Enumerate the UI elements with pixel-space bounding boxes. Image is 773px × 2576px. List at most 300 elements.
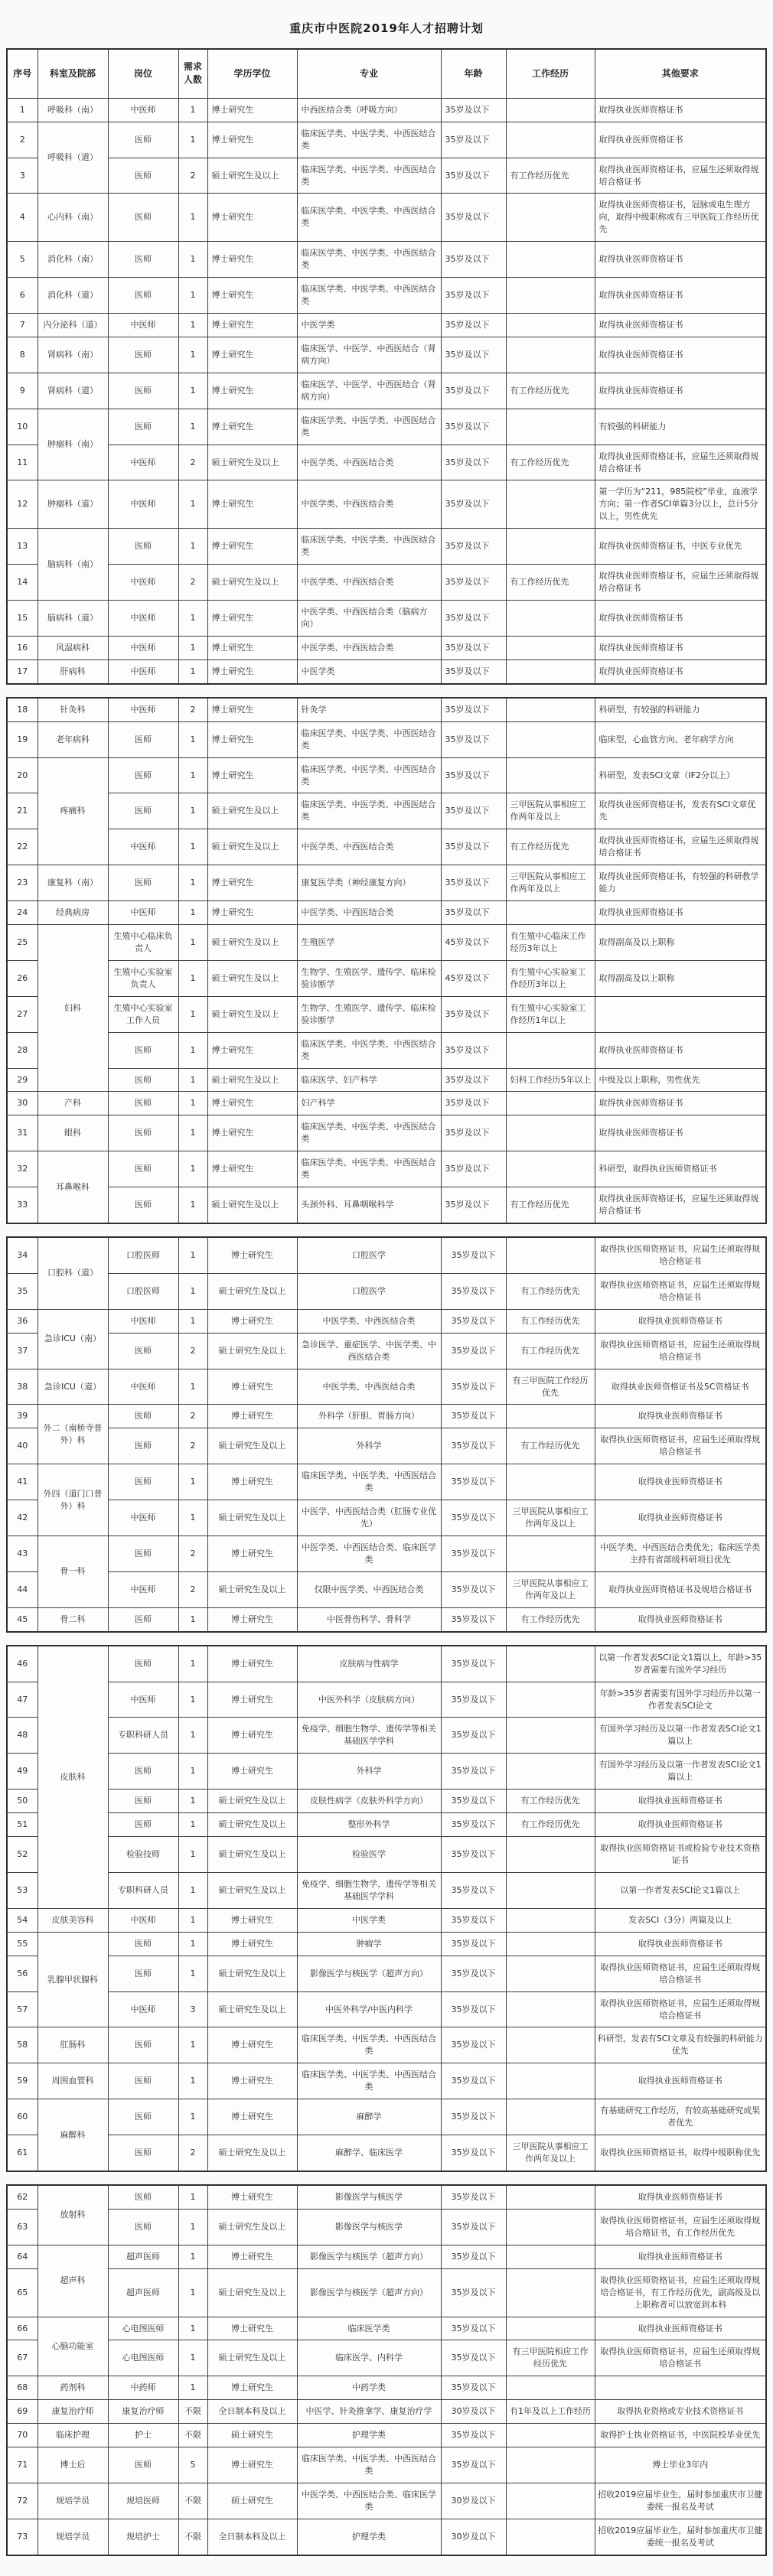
major-cell: 中医学类、中西医结合类（脑病方向）	[297, 601, 441, 637]
education-cell: 博士研究生	[207, 1151, 297, 1187]
major-cell: 临床医学、中医学、中西医结合（肾病方向）	[297, 337, 441, 373]
department-cell: 外二（南桥寺普外）科	[38, 1405, 108, 1464]
major-cell: 整形外科学	[297, 1813, 441, 1837]
age-cell: 35岁及以下	[441, 2245, 506, 2268]
major-cell: 中医学类	[297, 1908, 441, 1932]
position-cell: 心电图医师	[108, 2317, 178, 2340]
position-cell: 医师	[108, 2209, 178, 2245]
age-cell: 45岁及以下	[441, 925, 506, 961]
education-cell: 硕士研究生及以上	[207, 1333, 297, 1369]
education-cell: 博士研究生	[207, 659, 297, 683]
row-number-cell: 12	[7, 480, 38, 529]
other-cell: 取得执业医师资格证书	[595, 1405, 766, 1428]
age-cell: 35岁及以下	[441, 1237, 506, 1273]
table-row	[7, 337, 766, 373]
row-number-cell: 35	[7, 1273, 38, 1309]
position-cell: 中医师	[108, 601, 178, 637]
table-row	[7, 194, 766, 242]
education-cell: 硕士研究生及以上	[207, 2340, 297, 2376]
column-header: 岗位	[108, 49, 178, 98]
count-cell: 1	[178, 901, 207, 925]
position-cell: 医师	[108, 1405, 178, 1428]
experience-cell	[506, 2209, 595, 2245]
experience-cell	[506, 1991, 595, 2027]
department-cell: 周围血管科	[38, 2063, 108, 2099]
department-cell: 消化科（道）	[38, 278, 108, 314]
other-cell: 取得执业医师资格证书	[595, 2185, 766, 2209]
major-cell: 临床医学类、中医学类、中西医结合类	[297, 721, 441, 757]
major-cell: 中医外科学/中医内科学	[297, 1991, 441, 2027]
experience-cell: 有工作经历优先	[506, 1790, 595, 1813]
table-row	[7, 2519, 766, 2555]
position-cell: 医师	[108, 278, 178, 314]
major-cell: 外科学	[297, 1428, 441, 1464]
age-cell: 35岁及以下	[441, 1068, 506, 1092]
experience-cell: 有工作经历优先	[506, 373, 595, 409]
experience-cell: 有工作经历优先	[506, 445, 595, 480]
recruitment-table	[6, 48, 767, 2556]
major-cell: 临床医学类、中医学类、中西医结合类	[297, 793, 441, 829]
major-cell: 康复医学类（神经康复方向）	[297, 865, 441, 901]
education-cell: 博士研究生	[207, 2376, 297, 2400]
education-cell: 全日制本科及以上	[207, 2400, 297, 2424]
table-row	[7, 1115, 766, 1151]
major-cell: 临床医学类	[297, 2317, 441, 2340]
experience-cell	[506, 122, 595, 158]
row-number-cell: 1	[7, 98, 38, 122]
position-cell: 规培医师	[108, 2483, 178, 2519]
row-number-cell: 31	[7, 1115, 38, 1151]
department-cell: 博士后	[38, 2447, 108, 2483]
count-cell: 1	[178, 98, 207, 122]
table-row	[7, 278, 766, 314]
count-cell: 1	[178, 2340, 207, 2376]
major-cell: 临床医学类、中医学类、中西医结合类	[297, 122, 441, 158]
major-cell: 临床医学类、中医学类、中西医结合类	[297, 278, 441, 314]
education-cell: 硕士研究生及以上	[207, 1991, 297, 2027]
position-cell: 护士	[108, 2424, 178, 2447]
major-cell: 皮肤性病学（皮肤外科学方向）	[297, 1790, 441, 1813]
education-cell: 博士研究生	[207, 1646, 297, 1682]
other-cell: 取得执业医师资格证书及5C资格证书	[595, 1369, 766, 1405]
education-cell: 硕士研究生及以上	[207, 1790, 297, 1813]
experience-cell: 有1年及以上工作经历	[506, 2400, 595, 2424]
row-number-cell: 24	[7, 901, 38, 925]
age-cell: 35岁及以下	[441, 1754, 506, 1790]
major-cell: 中医学类、中西医结合类	[297, 829, 441, 865]
position-cell: 医师	[108, 337, 178, 373]
department-cell: 内分泌科（道）	[38, 314, 108, 337]
education-cell: 博士研究生	[207, 1405, 297, 1428]
experience-cell: 有生殖中心临床工作经历3年以上	[506, 925, 595, 961]
count-cell: 1	[178, 1718, 207, 1754]
age-cell: 35岁及以下	[441, 793, 506, 829]
row-number-cell: 37	[7, 1333, 38, 1369]
row-number-cell: 42	[7, 1500, 38, 1536]
major-cell: 中医学类、中西医结合类	[297, 480, 441, 529]
age-cell: 30岁及以下	[441, 2519, 506, 2555]
position-cell: 检验技师	[108, 1837, 178, 1873]
experience-cell: 有工作经历优先	[506, 565, 595, 601]
experience-cell	[506, 2245, 595, 2268]
position-cell: 专职科研人员	[108, 1718, 178, 1754]
count-cell: 1	[178, 601, 207, 637]
major-cell: 临床医学类、中医学类、中西医结合类	[297, 1032, 441, 1068]
major-cell: 中药学类	[297, 2376, 441, 2400]
position-cell: 医师	[108, 721, 178, 757]
department-cell: 耳鼻喉科	[38, 1151, 108, 1223]
age-cell: 35岁及以下	[441, 1837, 506, 1873]
row-number-cell: 49	[7, 1754, 38, 1790]
table-row	[7, 98, 766, 122]
row-number-cell: 39	[7, 1405, 38, 1428]
experience-cell	[506, 2483, 595, 2519]
count-cell: 1	[178, 996, 207, 1032]
department-cell: 肛肠科	[38, 2027, 108, 2063]
major-cell: 影像医学与核医学	[297, 2209, 441, 2245]
age-cell: 35岁及以下	[441, 2209, 506, 2245]
count-cell: 1	[178, 757, 207, 793]
experience-cell	[506, 1956, 595, 1991]
age-cell: 35岁及以下	[441, 194, 506, 242]
table-row	[7, 698, 766, 721]
major-cell: 影像医学与核医学（超声方向）	[297, 1956, 441, 1991]
row-number-cell: 5	[7, 242, 38, 278]
age-cell: 35岁及以下	[441, 1646, 506, 1682]
experience-cell: 有生殖中心实验室工作经历3年以上	[506, 960, 595, 996]
other-cell: 取得执业医师资格证书，应届生还须取得规培合格证书，有工作经历优先	[595, 2209, 766, 2245]
department-cell: 骨二科	[38, 1607, 108, 1631]
experience-cell	[506, 480, 595, 529]
count-cell: 2	[178, 1536, 207, 1572]
position-cell: 医师	[108, 1956, 178, 1991]
position-cell: 医师	[108, 122, 178, 158]
position-cell: 超声医师	[108, 2268, 178, 2317]
column-header: 学历学位	[207, 49, 297, 98]
other-cell: 取得执业医师资格证书，应届生还须取得规培合格证书	[595, 1237, 766, 1273]
row-number-cell: 14	[7, 565, 38, 601]
position-cell: 口腔医师	[108, 1273, 178, 1309]
major-cell: 检验医学	[297, 1837, 441, 1873]
department-cell: 皮肤美容科	[38, 1908, 108, 1932]
major-cell: 口腔医学	[297, 1273, 441, 1309]
row-number-cell: 21	[7, 793, 38, 829]
experience-cell	[506, 2376, 595, 2400]
position-cell: 医师	[108, 1790, 178, 1813]
count-cell: 1	[178, 2209, 207, 2245]
education-cell: 硕士研究生及以上	[207, 1500, 297, 1536]
major-cell: 生物学、生殖医学、遗传学、临床检验诊断学	[297, 996, 441, 1032]
experience-cell: 有工作经历优先	[506, 1607, 595, 1631]
row-number-cell: 11	[7, 445, 38, 480]
other-cell: 取得执业资格或专业技术资格证书	[595, 2400, 766, 2424]
count-cell: 1	[178, 1032, 207, 1068]
row-number-cell: 40	[7, 1428, 38, 1464]
table-row	[7, 865, 766, 901]
position-cell: 医师	[108, 1092, 178, 1115]
education-cell: 博士研究生	[207, 2063, 297, 2099]
education-cell: 博士研究生	[207, 1682, 297, 1718]
row-number-cell: 16	[7, 636, 38, 659]
count-cell: 3	[178, 1991, 207, 2027]
table-row	[7, 565, 766, 601]
count-cell: 1	[178, 1607, 207, 1631]
experience-cell	[506, 698, 595, 721]
row-number-cell: 34	[7, 1237, 38, 1273]
age-cell: 35岁及以下	[441, 865, 506, 901]
other-cell: 取得执业医师资格证书，冠脉或电生理方向，取得中级职称或有三甲医院工作经历优先	[595, 194, 766, 242]
count-cell: 1	[178, 278, 207, 314]
count-cell: 1	[178, 242, 207, 278]
table-row	[7, 2099, 766, 2135]
count-cell: 1	[178, 1790, 207, 1813]
education-cell: 博士研究生	[207, 1032, 297, 1068]
header-row	[7, 49, 766, 98]
experience-cell	[506, 1092, 595, 1115]
position-cell: 中医师	[108, 480, 178, 529]
education-cell: 硕士研究生及以上	[207, 1571, 297, 1607]
count-cell: 2	[178, 2135, 207, 2171]
department-cell: 肾病科（道）	[38, 373, 108, 409]
count-cell: 1	[178, 960, 207, 996]
experience-cell: 有生殖中心实验室工作经历1年以上	[506, 996, 595, 1032]
row-number-cell: 8	[7, 337, 38, 373]
experience-cell	[506, 1115, 595, 1151]
department-cell: 康复科（南）	[38, 865, 108, 901]
table-row	[7, 242, 766, 278]
position-cell: 医师	[108, 1754, 178, 1790]
column-header: 工作经历	[506, 49, 595, 98]
department-cell: 超声科	[38, 2245, 108, 2317]
experience-cell	[506, 1837, 595, 1873]
position-cell: 中医师	[108, 636, 178, 659]
position-cell: 医师	[108, 1428, 178, 1464]
row-number-cell: 63	[7, 2209, 38, 2245]
department-cell: 麻醉科	[38, 2099, 108, 2171]
other-cell: 取得执业医师资格证书	[595, 2063, 766, 2099]
row-number-cell: 67	[7, 2340, 38, 2376]
count-cell: 不限	[178, 2483, 207, 2519]
table-row	[7, 1032, 766, 1068]
education-cell: 硕士研究生及以上	[207, 925, 297, 961]
other-cell: 取得执业医师资格证书	[595, 2245, 766, 2268]
department-cell: 骨一科	[38, 1536, 108, 1608]
experience-cell	[506, 337, 595, 373]
education-cell: 硕士研究生及以上	[207, 565, 297, 601]
other-cell: 有较强的科研能力	[595, 409, 766, 445]
row-number-cell: 43	[7, 1536, 38, 1572]
row-number-cell: 73	[7, 2519, 38, 2555]
other-cell: 取得执业医师资格证书，应届生还须取得规培合格证书	[595, 565, 766, 601]
other-cell: 取得执业医师资格证书	[595, 1464, 766, 1500]
position-cell: 医师	[108, 1187, 178, 1223]
row-number-cell: 70	[7, 2424, 38, 2447]
age-cell: 35岁及以下	[441, 2063, 506, 2099]
other-cell: 第一学历为“211，985院校”毕业，血液学方向；第一作者SCI单篇3分以上，总计5分以上，男性优先	[595, 480, 766, 529]
department-cell: 心内科（南）	[38, 194, 108, 242]
major-cell: 口腔医学	[297, 1237, 441, 1273]
position-cell: 医师	[108, 1464, 178, 1500]
major-cell: 影像医学与核医学（超声方向）	[297, 2245, 441, 2268]
education-cell: 博士研究生	[207, 1237, 297, 1273]
other-cell: 取得执业医师资格证书，应届生还须取得规培合格证书	[595, 1428, 766, 1464]
experience-cell	[506, 1237, 595, 1273]
education-cell: 博士研究生	[207, 1607, 297, 1631]
department-cell: 产科	[38, 1092, 108, 1115]
table-row	[7, 1536, 766, 1572]
row-number-cell: 30	[7, 1092, 38, 1115]
table-row	[7, 1309, 766, 1333]
age-cell: 35岁及以下	[441, 1500, 506, 1536]
education-cell: 博士研究生	[207, 636, 297, 659]
experience-cell	[506, 659, 595, 683]
other-cell: 取得执业医师资格证书或检验专业技术资格证书	[595, 1837, 766, 1873]
row-number-cell: 36	[7, 1309, 38, 1333]
age-cell: 35岁及以下	[441, 278, 506, 314]
department-cell: 脑病科（道）	[38, 601, 108, 637]
department-cell: 肿瘤科（道）	[38, 480, 108, 529]
column-header: 科室及院部	[38, 49, 108, 98]
experience-cell	[506, 314, 595, 337]
position-cell: 专职科研人员	[108, 1872, 178, 1908]
count-cell: 1	[178, 2185, 207, 2209]
other-cell	[595, 2376, 766, 2400]
column-header: 年龄	[441, 49, 506, 98]
experience-cell: 三甲医院从事相应工作两年及以上	[506, 793, 595, 829]
position-cell: 医师	[108, 529, 178, 565]
position-cell: 中医师	[108, 1571, 178, 1607]
education-cell: 博士研究生	[207, 865, 297, 901]
age-cell: 35岁及以下	[441, 242, 506, 278]
count-cell: 1	[178, 1092, 207, 1115]
count-cell: 1	[178, 529, 207, 565]
row-number-cell: 52	[7, 1837, 38, 1873]
row-number-cell: 54	[7, 1908, 38, 1932]
table-row	[7, 1991, 766, 2027]
education-cell: 博士研究生	[207, 2027, 297, 2063]
education-cell: 博士研究生	[207, 1908, 297, 1932]
experience-cell	[506, 1718, 595, 1754]
count-cell: 2	[178, 1405, 207, 1428]
count-cell: 2	[178, 565, 207, 601]
row-number-cell: 50	[7, 1790, 38, 1813]
major-cell: 临床医学类、中医学类、中西医结合类	[297, 158, 441, 194]
row-number-cell: 15	[7, 601, 38, 637]
table-row	[7, 2063, 766, 2099]
position-cell: 口腔医师	[108, 1237, 178, 1273]
major-cell: 中医学类、中西医结合类	[297, 1309, 441, 1333]
other-cell: 取得执业医师资格证书	[595, 1309, 766, 1333]
other-cell: 取得执业医师资格证书	[595, 1790, 766, 1813]
education-cell: 硕士研究生及以上	[207, 1273, 297, 1309]
other-cell: 科研型，有较强的科研能力	[595, 698, 766, 721]
row-number-cell: 2	[7, 122, 38, 158]
row-number-cell: 22	[7, 829, 38, 865]
table-row	[7, 2447, 766, 2483]
other-cell: 取得执业医师资格证书	[595, 373, 766, 409]
major-cell: 针灸学	[297, 698, 441, 721]
other-cell: 取得执业医师资格证书	[595, 1932, 766, 1956]
table-row	[7, 2424, 766, 2447]
age-cell: 35岁及以下	[441, 659, 506, 683]
position-cell: 超声医师	[108, 2245, 178, 2268]
count-cell: 1	[178, 2268, 207, 2317]
table-row	[7, 1151, 766, 1187]
table-row	[7, 1646, 766, 1682]
count-cell: 1	[178, 2063, 207, 2099]
position-cell: 医师	[108, 1333, 178, 1369]
education-cell: 博士研究生	[207, 901, 297, 925]
department-cell: 妇科	[38, 925, 108, 1092]
other-cell: 取得执业医师资格证书	[595, 659, 766, 683]
department-cell: 临床护理	[38, 2424, 108, 2447]
experience-cell: 三甲医院从事相应工作两年及以上	[506, 2135, 595, 2171]
department-cell: 肝病科	[38, 659, 108, 683]
experience-cell	[506, 1151, 595, 1187]
age-cell: 35岁及以下	[441, 1790, 506, 1813]
major-cell: 临床医学类、中医学类、中西医结合类	[297, 2027, 441, 2063]
department-cell: 规培学员	[38, 2519, 108, 2555]
age-cell: 35岁及以下	[441, 1991, 506, 2027]
count-cell: 1	[178, 1754, 207, 1790]
education-cell: 博士研究生	[207, 1536, 297, 1572]
position-cell: 医师	[108, 1068, 178, 1092]
experience-cell: 有工作经历优先	[506, 1428, 595, 1464]
education-cell: 博士研究生	[207, 1464, 297, 1500]
count-cell: 1	[178, 409, 207, 445]
row-number-cell: 29	[7, 1068, 38, 1092]
age-cell: 35岁及以下	[441, 1536, 506, 1572]
other-cell: 取得执业医师资格证书，发表有SCI文章优先	[595, 793, 766, 829]
education-cell: 硕士研究生及以上	[207, 2209, 297, 2245]
education-cell: 博士研究生	[207, 278, 297, 314]
row-number-cell: 55	[7, 1932, 38, 1956]
age-cell: 35岁及以下	[441, 1092, 506, 1115]
department-cell: 急诊ICU（南）	[38, 1309, 108, 1369]
row-number-cell: 68	[7, 2376, 38, 2400]
position-cell: 规培护士	[108, 2519, 178, 2555]
education-cell: 硕士研究生及以上	[207, 445, 297, 480]
row-number-cell: 28	[7, 1032, 38, 1068]
education-cell: 硕士研究生及以上	[207, 1068, 297, 1092]
other-cell: 发表SCI（3分）两篇及以上	[595, 1908, 766, 1932]
count-cell: 不限	[178, 2519, 207, 2555]
major-cell: 影像医学与核医学	[297, 2185, 441, 2209]
count-cell: 2	[178, 1571, 207, 1607]
column-header: 需求人数	[178, 49, 207, 98]
row-number-cell: 33	[7, 1187, 38, 1223]
row-number-cell: 13	[7, 529, 38, 565]
count-cell: 1	[178, 194, 207, 242]
position-cell: 医师	[108, 2185, 178, 2209]
row-number-cell: 20	[7, 757, 38, 793]
age-cell: 35岁及以下	[441, 1187, 506, 1223]
education-cell: 博士研究生	[207, 373, 297, 409]
department-cell: 脑病科（南）	[38, 529, 108, 601]
major-cell: 临床医学类、中医学类、中西医结合类	[297, 529, 441, 565]
table-row	[7, 2209, 766, 2245]
position-cell: 中医师	[108, 445, 178, 480]
education-cell: 博士研究生	[207, 721, 297, 757]
experience-cell	[506, 1908, 595, 1932]
age-cell: 35岁及以下	[441, 1273, 506, 1309]
experience-cell: 有工作经历优先	[506, 158, 595, 194]
age-cell: 35岁及以下	[441, 1428, 506, 1464]
table-row	[7, 1607, 766, 1631]
age-cell: 35岁及以下	[441, 1151, 506, 1187]
experience-cell	[506, 529, 595, 565]
major-cell: 中医骨伤科学、骨科学	[297, 1607, 441, 1631]
